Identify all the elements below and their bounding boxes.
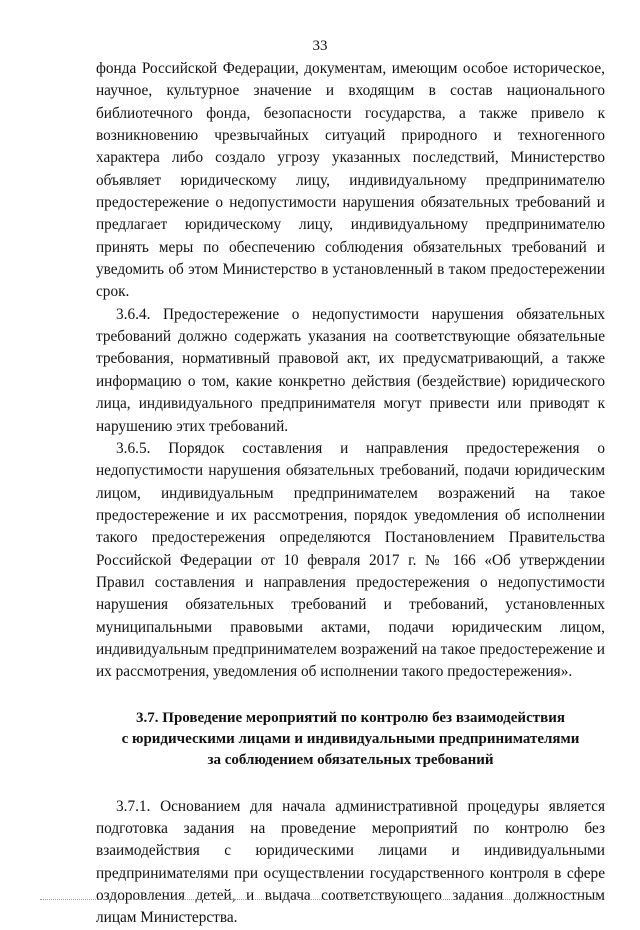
footer-rule (40, 899, 600, 901)
section-heading-3-7 (96, 708, 605, 771)
heading-line-2: с юридическими лицами и индивидуальными предпринимателями (121, 730, 580, 747)
paragraph-3-6-5: 3.6.5. Порядок составления и направления предостережения о недопустимости нарушения обязательных требований, подачи юридическим лицом, индивидуальным предпринимателем возражений на такое предостережение и их рассмотрения, порядок уведомления об исполнении такого предостережения определяются Постановлением Правительства Российской Федерации от 10 февраля 2017 г. № 166 «Об утверждении Правил составления и направления предостережения о недопустимости нарушения обязательных требований и требований, установленных муниципальными правовыми актами, подачи юридическим лицом, индивидуальным предпринимателем возражений на такое предостережение и их рассмотрения, уведомления об исполнении такого предостережения». (96, 439, 605, 681)
paragraph-3-6-4: 3.6.4. Предостережение о недопустимости нарушения обязательных требований должно содержать указания на соответствующие обязательные требования, нормативный правовой акт, их предусматривающий, а также информацию о том, какие конкретно действия (бездействие) юридического лица, индивидуального предпринимателя могут привести или приводят к нарушению этих требований. (96, 305, 605, 435)
heading-line-1: 3.7. Проведение мероприятий по контролю без взаимодействия (136, 709, 565, 726)
paragraph-continuation: фонда Российской Федерации, документам, имеющим особое историческое, научное, культурное значение и входящим в состав национального библиотечного фонда, безопасности государства, а также привело к возникновению чрезвычайных ситуаций природного и техногенного характера либо создало угрозу указанных последствий, Министерство объявляет юридическому лицу, индивидуальному предпринимателю предостережение о недопустимости нарушения обязательных требований и предлагает юридическому лицу, индивидуальному предпринимателю принять меры по обеспечению соблюдения обязательных требований и уведомить об этом Министерство в установленный в таком предостережении срок. (96, 60, 605, 301)
heading-line-3: за соблюдением обязательных требований (207, 751, 494, 768)
document-body (96, 58, 605, 930)
paragraph-3-7-1: 3.7.1. Основанием для начала административной процедуры является подготовка задания на проведение мероприятий по контролю без взаимодействия с юридическими лицами и индивидуальными предпринимателями при осуществлении государственного контроля в сфере оздоровления детей, и выдача соответствующего задания должностным лицам Министерства. (96, 797, 605, 927)
page-number: 33 (312, 38, 328, 54)
